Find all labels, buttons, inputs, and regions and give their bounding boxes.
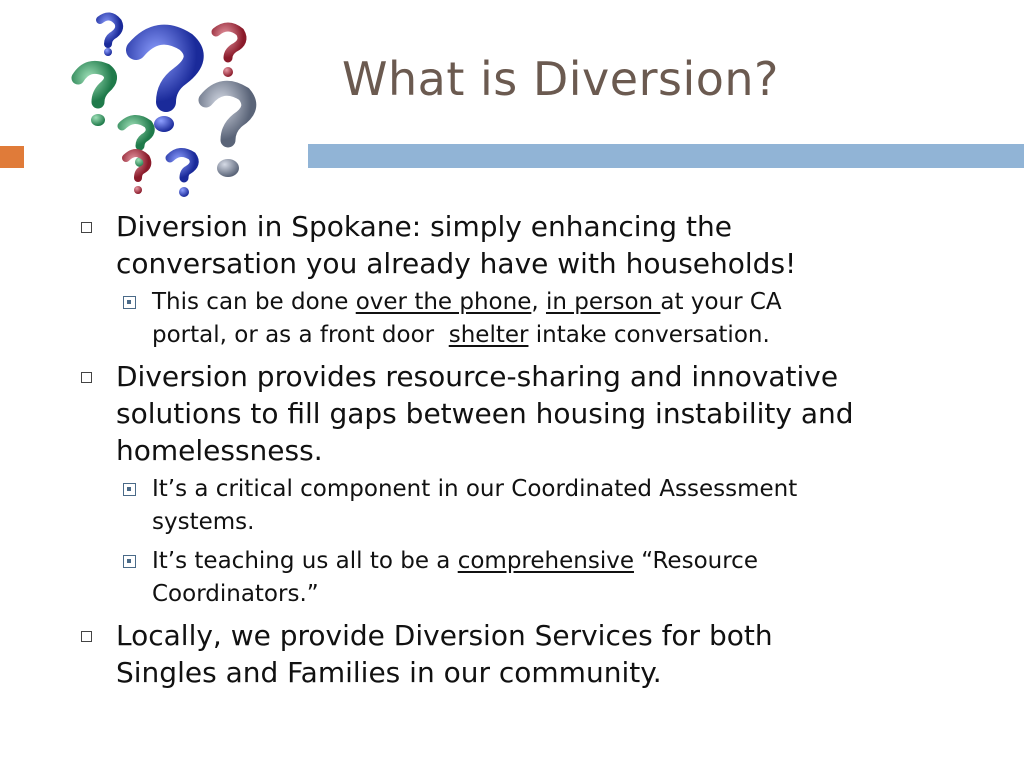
sub-bullet-item <box>78 473 858 539</box>
bullet-text: Diversion provides resource-sharing and innovative solutions to fill gaps between housing instability and homelessness. <box>116 360 854 467</box>
square-bullet-icon <box>123 296 136 309</box>
bullet-list <box>78 208 858 695</box>
bullet-text: intake conversation. <box>528 322 770 348</box>
bullet-text: Locally, we provide Diversion Services for both Singles and Families in our community. <box>116 619 773 689</box>
bullet-text: It’s teaching us all to be a <box>152 548 458 574</box>
bullet-text: Diversion in Spokane: simply enhancing the conversation you already have with households! <box>116 210 797 280</box>
bullet-text: It’s a critical component in our Coordinated Assessment systems. <box>152 476 798 535</box>
bullet-text: , <box>531 289 546 315</box>
bullet-text: This can be done <box>152 289 356 315</box>
bullet-item <box>78 208 858 282</box>
bullet-item <box>78 617 858 691</box>
accent-square <box>0 146 24 168</box>
underlined-text: in person <box>545 289 661 315</box>
square-bullet-icon <box>123 555 136 568</box>
underlined-text: comprehensive <box>457 548 634 574</box>
square-bullet-icon <box>81 631 92 642</box>
sub-bullet-item <box>78 286 858 352</box>
underlined-text: over the phone <box>355 289 532 315</box>
slide-title: What is Diversion? <box>342 52 779 106</box>
bullet-text: “Resource Coordinators.” <box>152 548 758 607</box>
square-bullet-icon <box>123 483 136 496</box>
title-underline-bar <box>308 144 1024 168</box>
square-bullet-icon <box>81 372 92 383</box>
sub-bullet-item <box>78 545 858 611</box>
underlined-text: shelter <box>448 322 529 348</box>
square-bullet-icon <box>81 222 92 233</box>
question-marks-icon <box>66 8 266 200</box>
bullet-item <box>78 358 858 469</box>
bullet-text: at your CA portal, or as a front door <box>152 289 789 348</box>
